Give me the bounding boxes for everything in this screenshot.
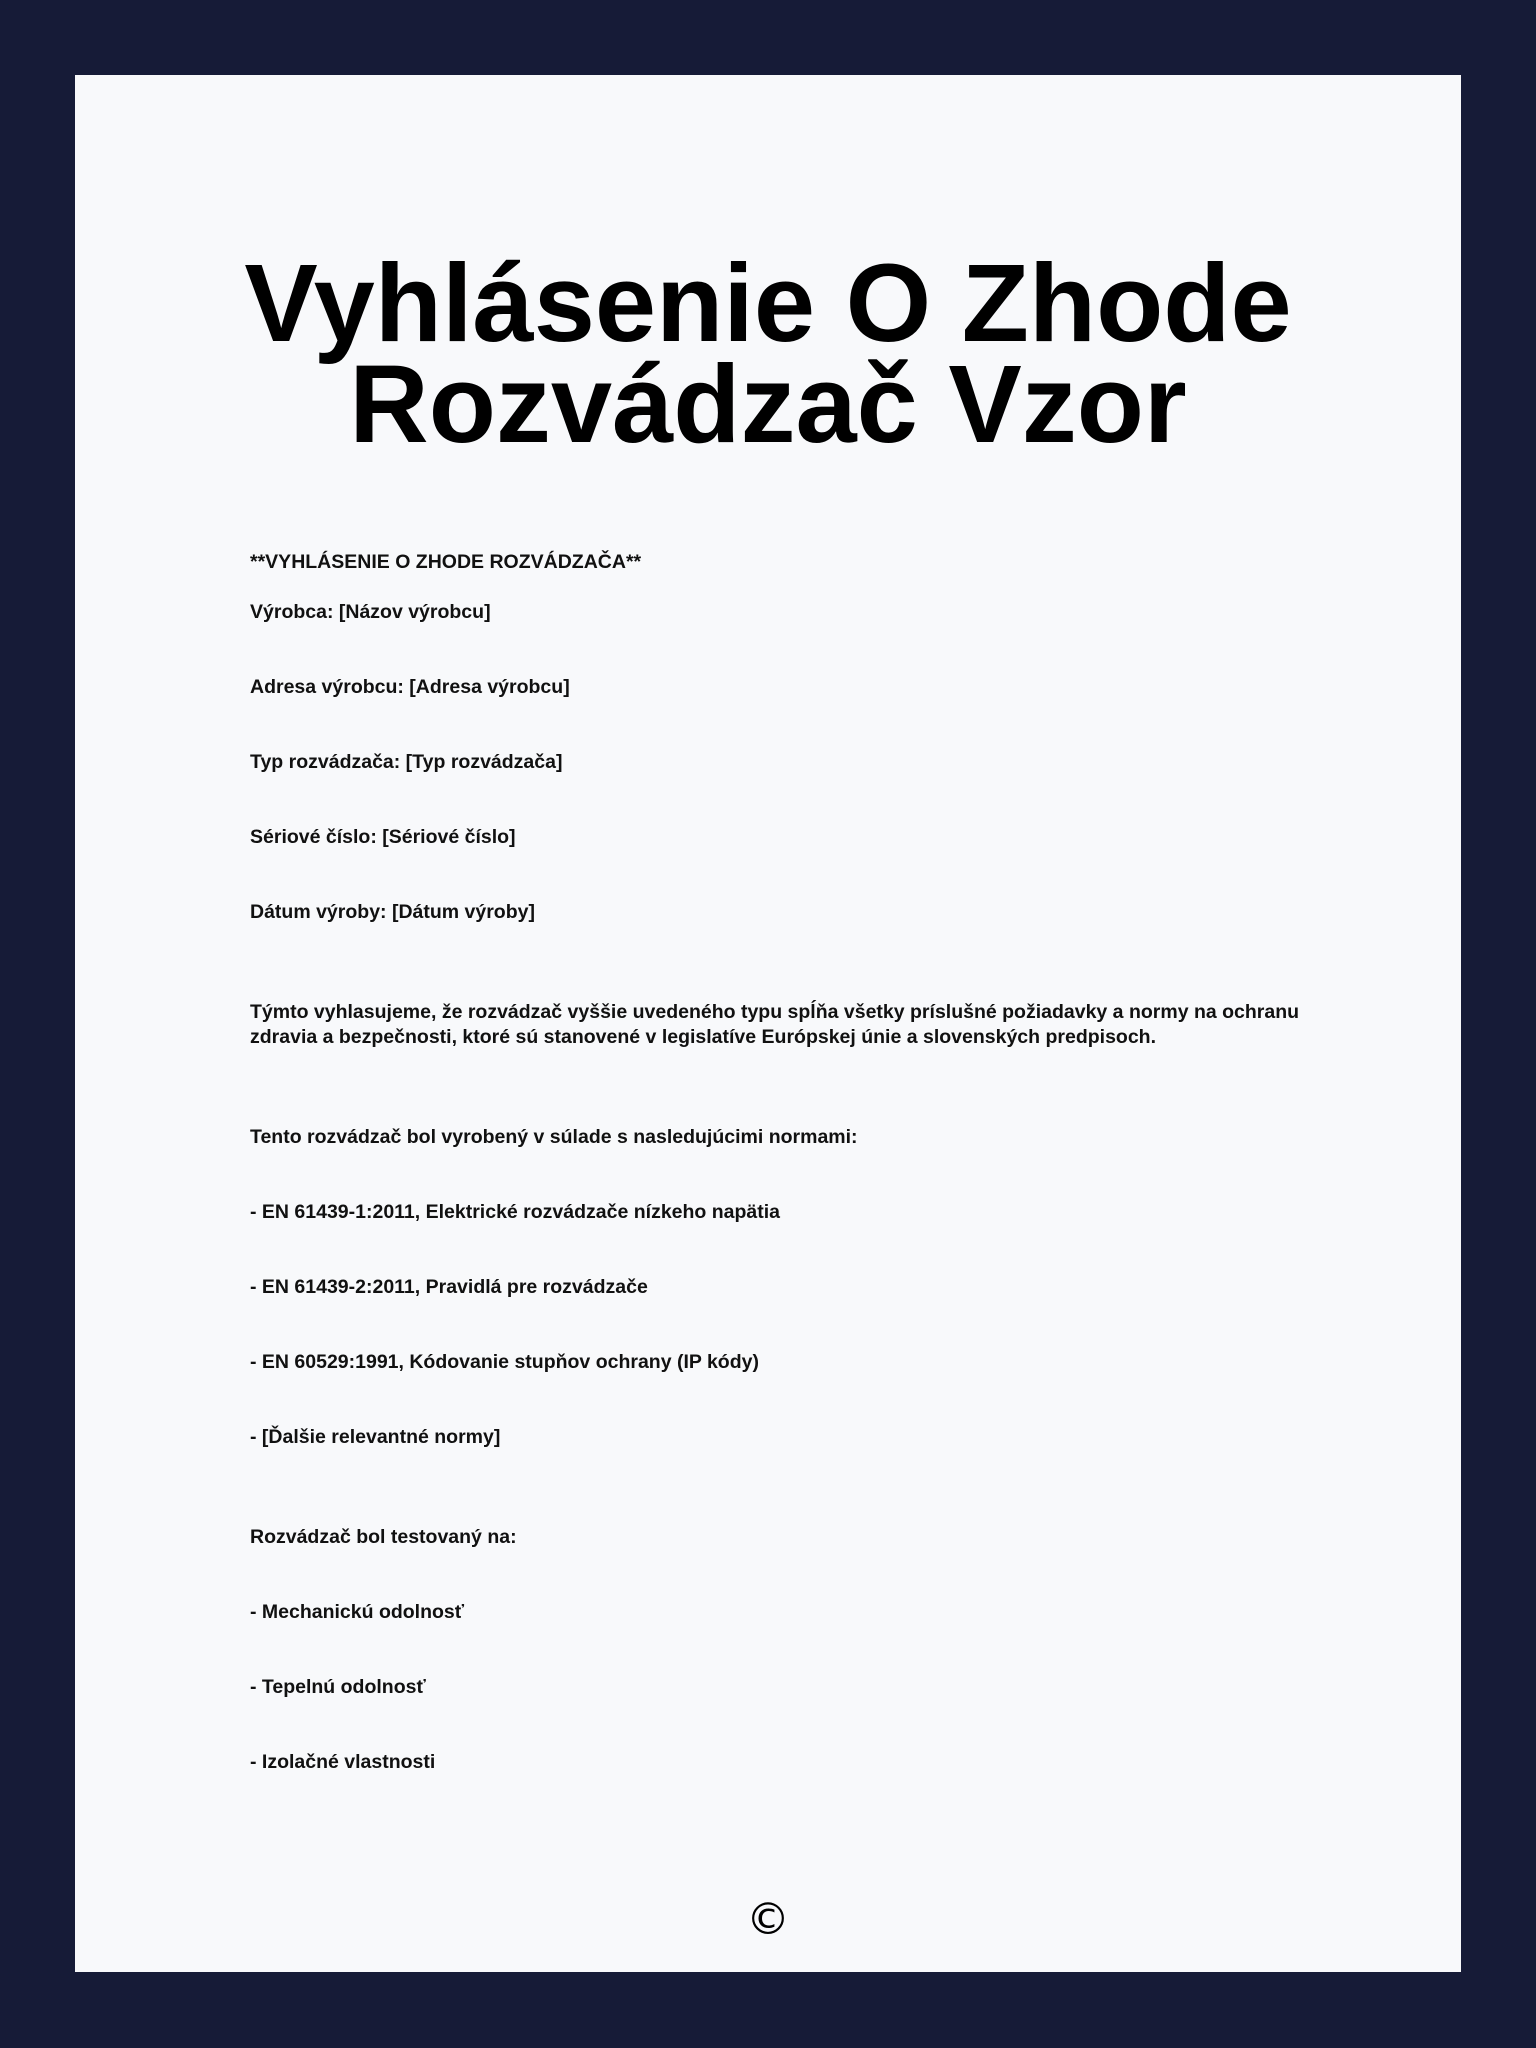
title-line-1: Vyhlásenie O Zhode [244,242,1292,365]
field-manufacturer-address: Adresa výrobcu: [Adresa výrobcu] [250,676,570,698]
document-title [75,242,1461,466]
test-item: - Mechanickú odolnosť [250,1601,465,1623]
field-serial-number: Sériové číslo: [Sériové číslo] [250,826,516,848]
standards-intro: Tento rozvádzač bol vyrobený v súlade s nasledujúcimi normami: [250,1126,858,1148]
field-switchboard-type: Typ rozvádzača: [Typ rozvádzača] [250,751,563,773]
standard-item: - EN 60529:1991, Kódovanie stupňov ochrany (IP kódy) [250,1351,759,1373]
tests-intro: Rozvádzač bol testovaný na: [250,1526,517,1548]
field-manufacturer: Výrobca: [Názov výrobcu] [250,601,491,623]
copyright-icon: © [746,1894,790,1945]
test-item: - Izolačné vlastnosti [250,1751,436,1773]
standard-item: - EN 61439-1:2011, Elektrické rozvádzače nízkeho napätia [250,1201,781,1223]
document-body [250,550,1310,1825]
document-page [75,75,1461,1972]
standard-item: - [Ďalšie relevantné normy] [250,1426,501,1448]
declaration-heading: **VYHLÁSENIE O ZHODE ROZVÁDZAČA** [250,551,642,573]
field-production-date: Dátum výroby: [Dátum výroby] [250,901,535,923]
declaration-paragraph: Týmto vyhlasujeme, že rozvádzač vyššie uvedeného typu spĺňa všetky príslušné požiadavky a normy na ochranu zdravia a bezpečnosti, ktoré sú stanovené v legislatíve Európskej únie a slovenských predpisoch. [250,1001,1300,1048]
test-item: - Tepelnú odolnosť [250,1676,426,1698]
standard-item: - EN 61439-2:2011, Pravidlá pre rozvádzače [250,1276,648,1298]
title-line-2: Rozvádzač Vzor [349,343,1187,466]
